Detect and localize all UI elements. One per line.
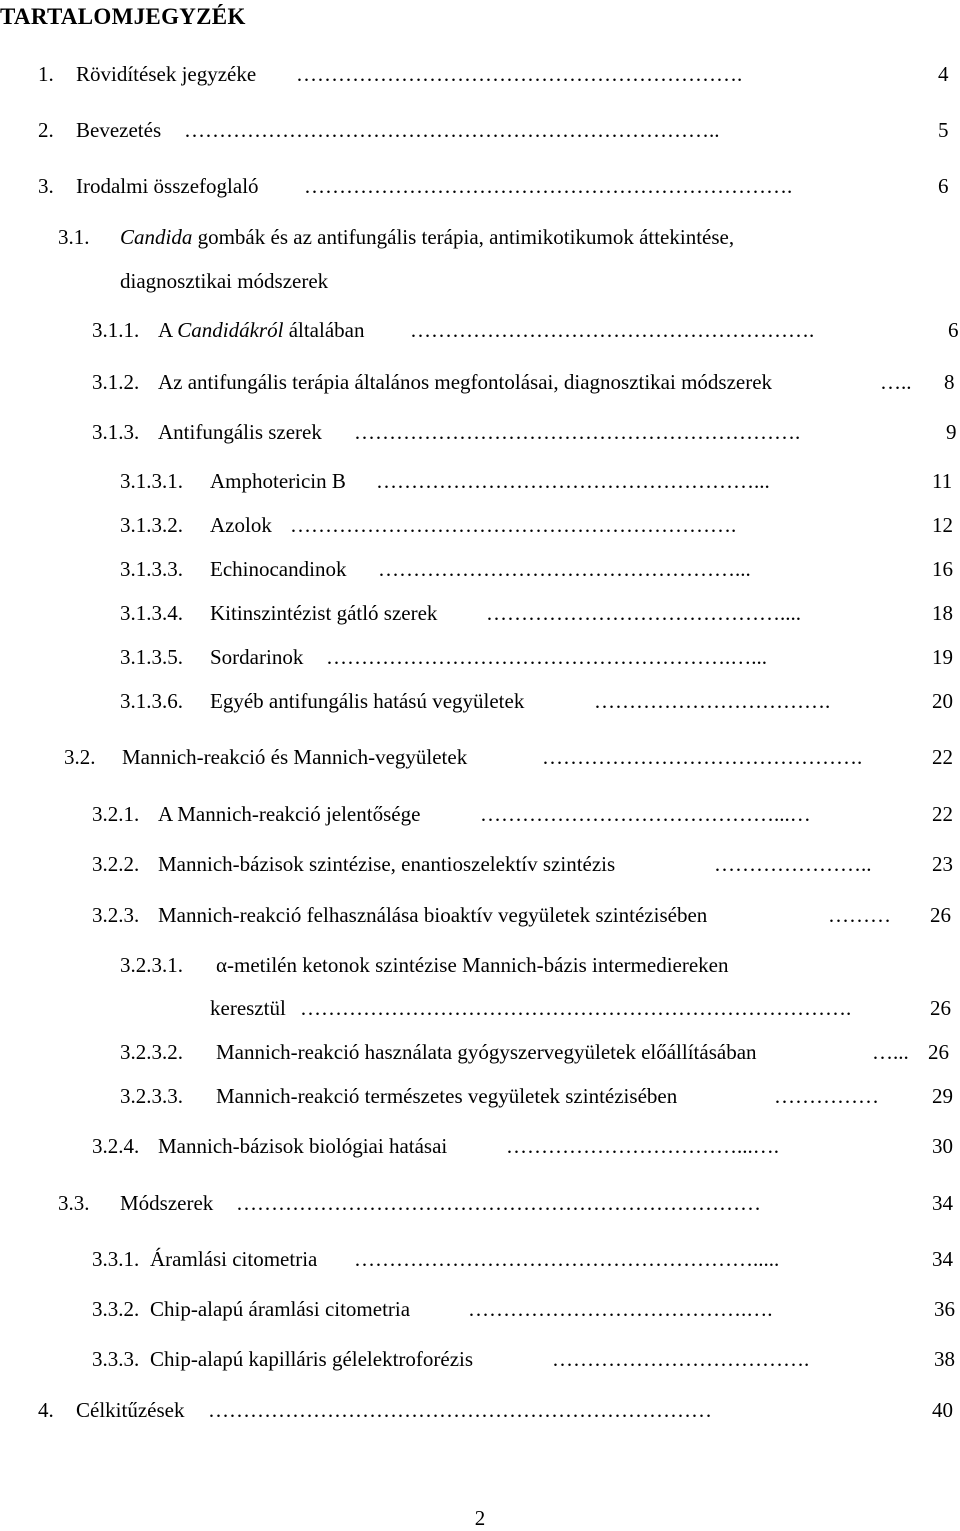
toc-number: 3.	[38, 174, 54, 198]
toc-page: 26	[930, 903, 951, 927]
toc-leader: ………………………………………………….	[410, 318, 815, 342]
toc-leader: ……………………………….	[552, 1347, 810, 1371]
toc-leader: …..	[880, 370, 912, 394]
toc-leader: ………	[828, 903, 891, 927]
toc-number: 3.2.3.3.	[120, 1084, 183, 1108]
toc-title: Bevezetés	[76, 118, 162, 142]
toc-leader: …………………………………………………………………..	[184, 118, 720, 142]
toc-number: 3.1.3.	[92, 420, 140, 444]
toc-number: 2.	[38, 118, 54, 142]
toc-title: Mannich-bázisok szintézise, enantioszelektív szintézis	[158, 852, 616, 876]
toc-page: 38	[934, 1347, 955, 1371]
toc-leader: ……………	[774, 1084, 879, 1108]
toc-title: Chip-alapú kapilláris gélelektroforézis	[150, 1347, 474, 1371]
toc-title-rest: gombák és az antifungális terápia, antimikotikumok áttekintése,	[192, 225, 735, 249]
toc-leader: ……………………………………….	[542, 745, 863, 769]
toc-title: Egyéb antifungális hatású vegyületek	[210, 689, 525, 713]
toc-number: 3.1.3.3.	[120, 557, 183, 581]
toc-leader: …………………………………………………………………	[236, 1191, 761, 1215]
toc-title: Antifungális szerek	[158, 420, 322, 444]
toc-page: 16	[932, 557, 953, 581]
toc-number: 3.1.1.	[92, 318, 140, 342]
toc-title: Kitinszintézist gátló szerek	[210, 601, 438, 625]
toc-number: 3.2.3.	[92, 903, 140, 927]
toc-leader: ……………………………………………...	[378, 557, 751, 581]
toc-leader: ……………………………………………………….	[290, 513, 737, 537]
toc-page: 34	[932, 1247, 953, 1271]
page-number-footer: 2	[474, 1506, 486, 1530]
toc-title: Rövidítések jegyzéke	[76, 62, 257, 86]
toc-leader: …...	[872, 1040, 909, 1064]
toc-title: Az antifungális terápia általános megfontolásai, diagnosztikai módszerek	[158, 370, 773, 394]
toc-page: 5	[938, 118, 949, 142]
toc-number: 3.2.4.	[92, 1134, 140, 1158]
toc-page: 30	[932, 1134, 953, 1158]
toc-title: Amphotericin B	[210, 469, 346, 493]
toc-title: Mannich-reakció felhasználása bioaktív vegyületek szintézisében	[158, 903, 708, 927]
toc-page: 4	[938, 62, 949, 86]
toc-leader: ………………………………………………...	[376, 469, 770, 493]
toc-leader: …………………………………………………………….	[304, 174, 793, 198]
toc-title: Azolok	[210, 513, 272, 537]
toc-number: 3.2.3.2.	[120, 1040, 183, 1064]
toc-title: Célkitűzések	[76, 1398, 185, 1422]
toc-page: 11	[932, 469, 953, 493]
toc-number: 3.1.3.2.	[120, 513, 183, 537]
toc-page: 9	[946, 420, 957, 444]
toc-title: A Mannich-reakció jelentősége	[158, 802, 421, 826]
toc-title: Áramlási citometria	[150, 1247, 318, 1271]
toc-leader: ……………………………………....	[486, 601, 801, 625]
toc-number: 3.1.3.5.	[120, 645, 183, 669]
toc-page: 22	[932, 802, 953, 826]
toc-leader: ………………………………………………….....	[354, 1247, 780, 1271]
toc-number: 3.3.2.	[92, 1297, 140, 1321]
toc-leader: ……………………………………………………….	[296, 62, 743, 86]
toc-page: 29	[932, 1084, 953, 1108]
toc-title	[158, 318, 364, 342]
toc-number: 3.2.1.	[92, 802, 140, 826]
toc-title: Sordarinok	[210, 645, 304, 669]
toc-title: Mannich-reakció természetes vegyületek szintézisében	[216, 1084, 678, 1108]
toc-leader: ……………………………………...…	[480, 802, 811, 826]
toc-page: 26	[928, 1040, 949, 1064]
toc-title: Irodalmi összefoglaló	[76, 174, 259, 198]
toc-number: 3.1.3.1.	[120, 469, 183, 493]
page-title: TARTALOMJEGYZÉK	[0, 4, 246, 29]
toc-leader: ……………………………………………………….	[354, 420, 801, 444]
toc-page: 26	[930, 996, 951, 1020]
toc-number: 3.3.3.	[92, 1347, 140, 1371]
toc-page: 6	[948, 318, 959, 342]
toc-page: 19	[932, 645, 953, 669]
toc-leader: …………………………….	[594, 689, 831, 713]
toc-number: 3.1.3.4.	[120, 601, 183, 625]
toc-title: Módszerek	[120, 1191, 214, 1215]
toc-title	[120, 225, 734, 249]
toc-title: Chip-alapú áramlási citometria	[150, 1297, 411, 1321]
toc-number: 3.1.2.	[92, 370, 140, 394]
toc-page: 40	[932, 1398, 953, 1422]
toc-page: 36	[934, 1297, 955, 1321]
toc-title: keresztül	[210, 996, 286, 1020]
toc-leader: ……………………………...….	[506, 1134, 779, 1158]
toc-title: Echinocandinok	[210, 557, 347, 581]
toc-number: 3.2.2.	[92, 852, 140, 876]
toc-leader: ………………………………….….	[468, 1297, 773, 1321]
toc-page: 23	[932, 852, 953, 876]
toc-title: Mannich-bázisok biológiai hatásai	[158, 1134, 448, 1158]
toc-number: 3.1.	[58, 225, 90, 249]
toc-page: 12	[932, 513, 953, 537]
toc-page: 20	[932, 689, 953, 713]
toc-number: 3.3.	[58, 1191, 90, 1215]
toc-leader: ………………………………………………………………	[208, 1398, 712, 1422]
toc-page: 34	[932, 1191, 953, 1215]
toc-page: 22	[932, 745, 953, 769]
toc-number: 3.2.	[64, 745, 96, 769]
toc-leader: …………………..	[714, 852, 872, 876]
toc-title: Mannich-reakció használata gyógyszervegyületek előállításában	[216, 1040, 757, 1064]
toc-title-pre: A	[158, 318, 178, 342]
toc-title-rest: általában	[283, 318, 365, 342]
toc-number: 3.2.3.1.	[120, 953, 183, 977]
toc-page: 18	[932, 601, 953, 625]
toc-title: Mannich-reakció és Mannich-vegyületek	[122, 745, 468, 769]
toc-entry-continuation: diagnosztikai módszerek	[120, 269, 329, 293]
toc-number: 1.	[38, 62, 54, 86]
toc-page: 8	[944, 370, 955, 394]
toc-number: 3.1.3.6.	[120, 689, 183, 713]
toc-number: 4.	[38, 1398, 54, 1422]
toc-leader: ………………………………………………….…...	[326, 645, 767, 669]
toc-leader: …………………………………………………………………….	[300, 996, 852, 1020]
toc-title: α-metilén ketonok szintézise Mannich-bázis intermediereken	[216, 953, 729, 977]
toc-title-italic: Candida	[120, 225, 193, 249]
toc-number: 3.3.1.	[92, 1247, 140, 1271]
toc-title-italic: Candidákról	[177, 318, 284, 342]
toc-page: 6	[938, 174, 949, 198]
